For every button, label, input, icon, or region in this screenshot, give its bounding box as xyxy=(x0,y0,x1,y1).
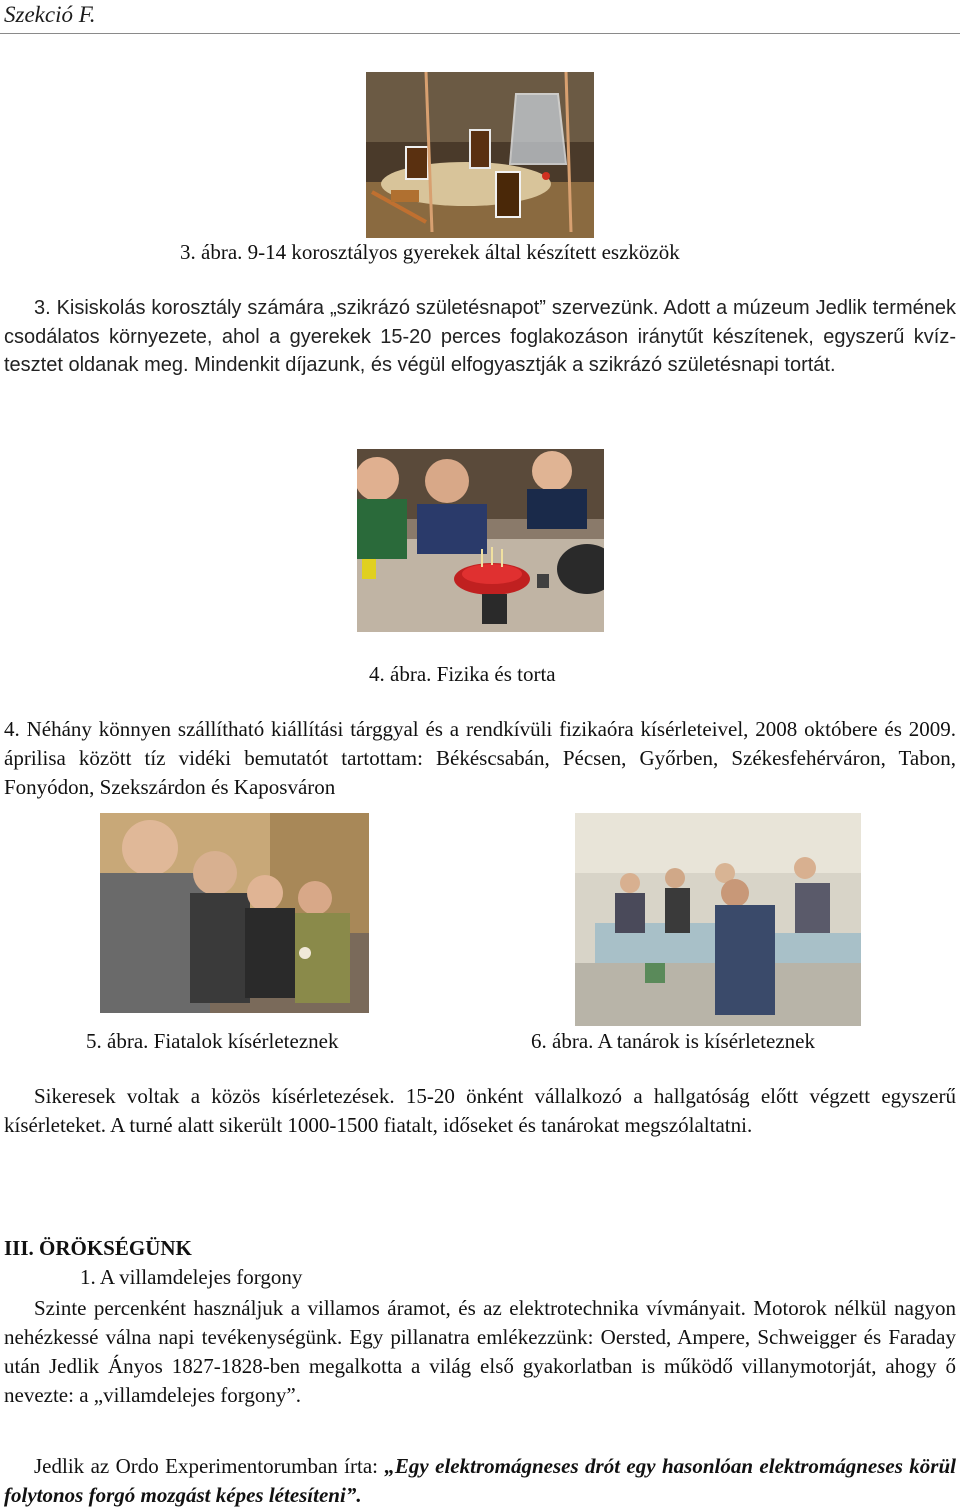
paragraph-3 xyxy=(4,294,956,380)
header-rule xyxy=(0,33,960,34)
paragraph-6 xyxy=(4,1294,956,1410)
paragraph-7-intro: Jedlik az Ordo Experimentorumban írta: xyxy=(34,1454,385,1478)
figure-4-caption: 4. ábra. Fizika és torta xyxy=(369,662,556,686)
jedlik-quote: „Egy elektromágneses drót egy hasonlóan elektromágneses körül folytonos forgó mozgást képes létesíteni”. xyxy=(4,1454,956,1507)
paragraph-4 xyxy=(4,715,956,802)
paragraph-7-text xyxy=(4,1452,956,1510)
figure-6-caption: 6. ábra. A tanárok is kísérleteznek xyxy=(531,1029,815,1053)
figure-6-photo xyxy=(575,813,861,1026)
section-heading: III. ÖRÖKSÉGÜNK xyxy=(4,1236,192,1260)
figure-4-photo xyxy=(357,449,604,632)
paragraph-3-text: 3. Kisiskolás korosztály számára „szikrázó születésnapot” szervezünk. Adott a múzeum Jedlik termének csodálatos környezete, ahol a gyerekek 15-20 perces foglakozáson iránytűt készítenek, egyszerű kvíz-tesztet oldanak meg. Mindenkit díjazunk, és végül elfogyasztják a szikrázó születésnapi tortát. xyxy=(4,297,956,376)
paragraph-5-text: Sikeresek voltak a közös kísérletezések. 15-20 önként vállalkozó a hallgatóság előtt végzett egyszerű kísérleteket. A turné alatt sikerült 1000-1500 fiatalt, időseket és tanárokat megszólaltatni. xyxy=(4,1084,956,1137)
section-subheading: 1. A villamdelejes forgony xyxy=(80,1265,303,1289)
paragraph-5 xyxy=(4,1082,956,1140)
figure-5-caption: 5. ábra. Fiatalok kísérleteznek xyxy=(86,1029,339,1053)
section-header: Szekció F. xyxy=(4,2,96,27)
figure-3-photo xyxy=(366,72,594,238)
figure-3-caption: 3. ábra. 9-14 korosztályos gyerekek által készített eszközök xyxy=(180,240,680,264)
figure-5-photo xyxy=(100,813,369,1013)
paragraph-7 xyxy=(4,1452,956,1510)
paragraph-6-text: Szinte percenként használjuk a villamos áramot, és az elektrotechnika vívmányait. Motorok nélkül nagyon nehézkessé válna napi tevékenységünk. Egy pillanatra emlékezzünk: Oersted, Ampere, Schweigger és Faraday után Jedlik Ányos 1827-1828-ben megalkotta a világ első gyakorlatban is működő villanymotorját, ahogy ő nevezte: a „villamdelejes forgony”. xyxy=(4,1296,956,1407)
paragraph-4-text: 4. Néhány könnyen szállítható kiállítási tárggyal és a rendkívüli fizikaóra kísérleteivel, 2008 októbere és 2009. áprilisa között tíz vidéki bemutatót tartottam: Békéscsabán, Pécsen, Győrben, Székesfehérváron, Tabon, Fonyódon, Szekszárdon és Kaposváron xyxy=(4,717,956,799)
